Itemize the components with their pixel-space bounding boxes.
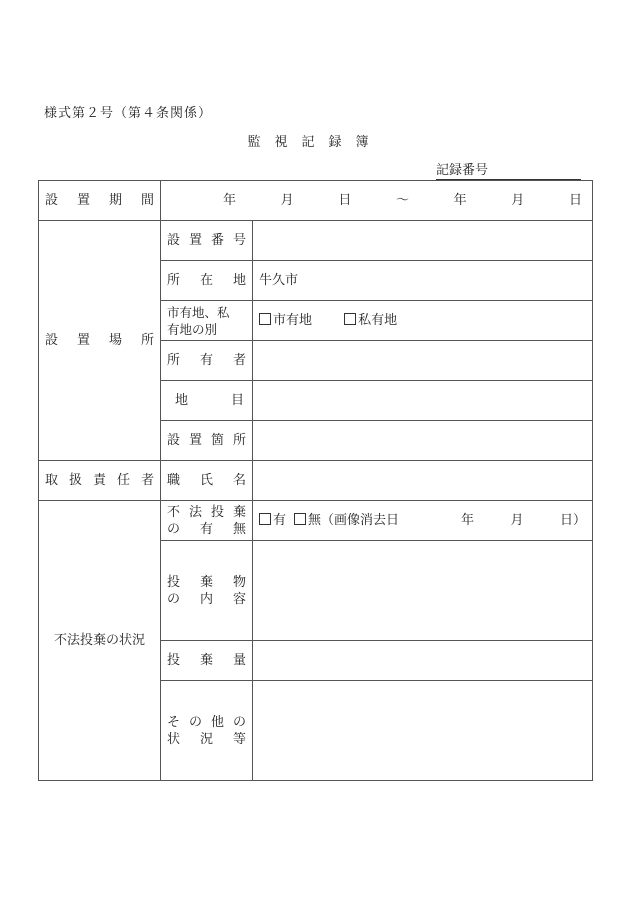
other-field[interactable] xyxy=(253,681,593,781)
ownership-option-city[interactable]: 市有地 xyxy=(259,312,312,329)
name-label: 職 氏 名 xyxy=(161,461,253,501)
page-title: 監視記録簿 xyxy=(247,135,383,150)
manager-label-cell: 取 扱 責 任 者 xyxy=(39,461,161,501)
dumping-label-cell: 不法投棄の状況 xyxy=(39,501,161,781)
checkbox-icon[interactable] xyxy=(259,313,271,325)
checkbox-icon[interactable] xyxy=(344,313,356,325)
location-label-cell: 設 置 場 所 xyxy=(39,221,161,461)
period-date-field[interactable]: 年 月 日 ～ 年 月 日 xyxy=(161,181,593,221)
manager-row xyxy=(39,461,593,501)
record-table xyxy=(38,180,593,781)
amount-field[interactable] xyxy=(253,641,593,681)
period-row xyxy=(39,181,593,221)
install-number-field[interactable] xyxy=(253,221,593,261)
ownership-option-private[interactable]: 私有地 xyxy=(344,312,397,329)
install-spot-field[interactable] xyxy=(253,421,593,461)
install-spot-label: 設 置 箇 所 xyxy=(161,421,253,461)
address-label: 所 在 地 xyxy=(161,261,253,301)
install-number-label: 設 置 番 号 xyxy=(161,221,253,261)
period-label-cell: 設 置 期 間 xyxy=(39,181,161,221)
ownership-label: 市有地、私 有地の別 xyxy=(161,301,253,341)
owner-field[interactable] xyxy=(253,341,593,381)
form-number: 様式第２号（第４条関係） xyxy=(44,106,213,121)
checkbox-icon[interactable] xyxy=(259,513,271,525)
content-label: 投 棄 物 の 内 容 xyxy=(161,541,253,641)
presence-option-no[interactable]: 無（画像消去日 xyxy=(294,512,399,529)
land-category-label: 地 目 xyxy=(161,381,253,421)
content-field[interactable] xyxy=(253,541,593,641)
record-number-label: 記録番号 xyxy=(436,163,489,178)
amount-label: 投 棄 量 xyxy=(161,641,253,681)
record-number-field[interactable] xyxy=(436,159,581,180)
checkbox-icon[interactable] xyxy=(294,513,306,525)
image-erase-date[interactable]: 年 月 日） xyxy=(461,513,586,528)
name-field[interactable] xyxy=(253,461,593,501)
owner-label: 所 有 者 xyxy=(161,341,253,381)
presence-field xyxy=(253,501,593,541)
presence-option-yes[interactable]: 有 xyxy=(259,512,286,529)
other-label: そ の 他 の 状 況 等 xyxy=(161,681,253,781)
land-category-field[interactable] xyxy=(253,381,593,421)
address-value: 牛久市 xyxy=(259,273,299,288)
install-number-row xyxy=(39,221,593,261)
dumping-presence-row xyxy=(39,501,593,541)
ownership-field xyxy=(253,301,593,341)
presence-label: 不 法 投 棄 の 有 無 xyxy=(161,501,253,541)
address-field[interactable] xyxy=(253,261,593,301)
